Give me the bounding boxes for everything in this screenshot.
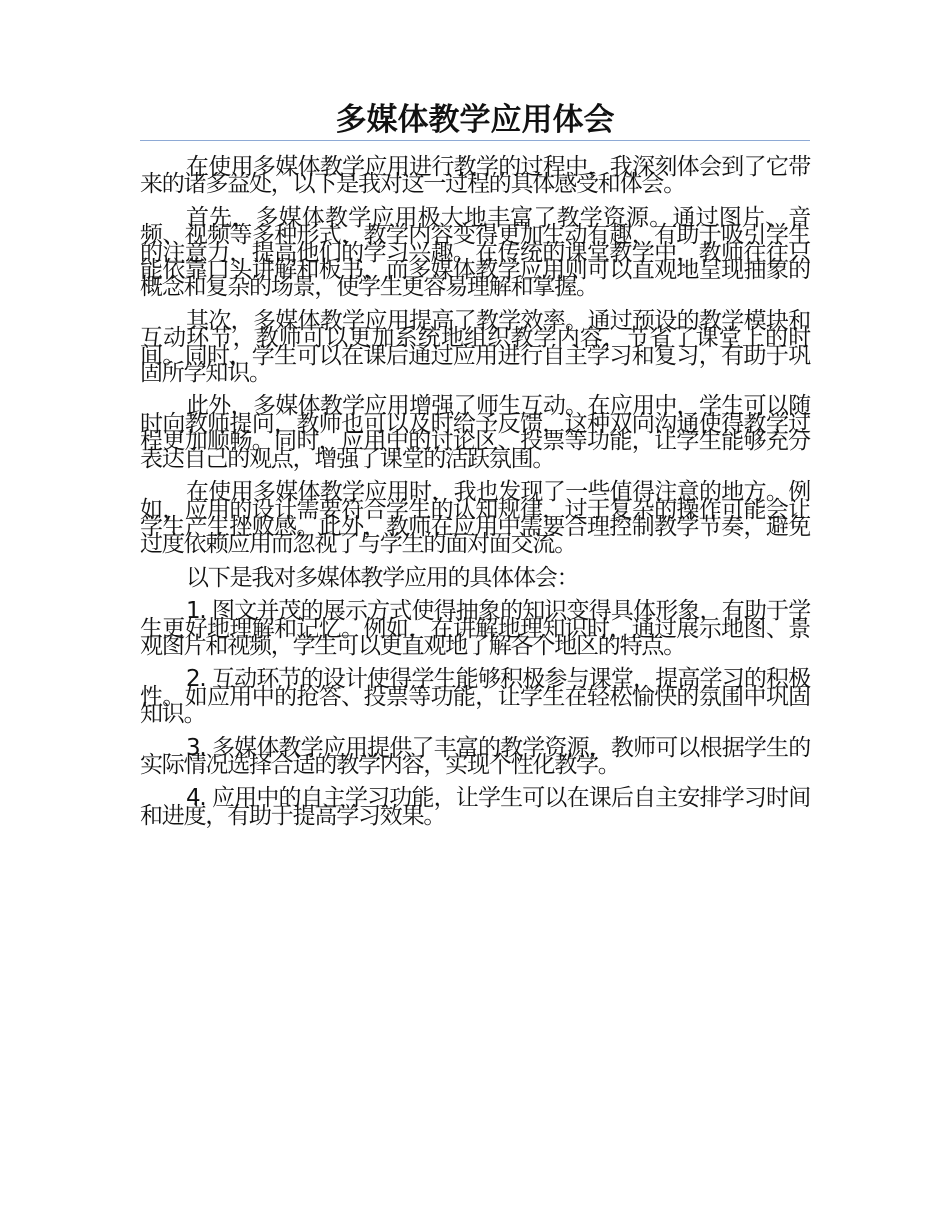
- list-item-2: 2. 互动环节的设计使得学生能够积极参与课堂，提高学习的积极性。如应用中的抢答、投票等功能，让学生在轻松愉快的氛围中巩固知识。: [140, 666, 810, 728]
- paragraph-interaction: 此外，多媒体教学应用增强了师生互动。在应用中，学生可以随时向教师提问，教师也可以及时给予反馈，这种双向沟通使得教学过程更加顺畅。同时，应用中的讨论区、投票等功能，让学生能够充分表达自己的观点，增强了课堂的活跃氛围。: [140, 393, 810, 472]
- paragraph-efficiency: 其次，多媒体教学应用提高了教学效率。通过预设的教学模块和互动环节，教师可以更加系统地组织教学内容，节省了课堂上的时间。同时，学生可以在课后通过应用进行自主学习和复习，有助于巩固所学知识。: [140, 307, 810, 387]
- list-item-4: 4. 应用中的自主学习功能，让学生可以在课后自主安排学习时间和进度，有助于提高学习效果。: [140, 785, 810, 829]
- paragraph-resources: 首先，多媒体教学应用极大地丰富了教学资源。通过图片、音频、视频等多种形式，教学内容变得更加生动有趣，有助于吸引学生的注意力，提高他们的学习兴趣。在传统的课堂教学中，教师往往只能依靠口头讲解和板书，而多媒体教学应用则可以直观地呈现抽象的概念和复杂的场景，使学生更容易理解和掌握。: [140, 204, 810, 301]
- list-item-3: 3. 多媒体教学应用提供了丰富的教学资源，教师可以根据学生的实际情况选择合适的教学内容，实现个性化教学。: [140, 734, 810, 778]
- paragraph-list-intro: 以下是我对多媒体教学应用的具体体会：: [186, 564, 579, 591]
- title-underline: [140, 140, 810, 141]
- paragraph-cautions: 在使用多媒体教学应用时，我也发现了一些值得注意的地方。例如，应用的设计需要符合学生的认知规律，过于复杂的操作可能会让学生产生挫败感。此外，教师在应用中需要合理控制教学节奏，避免过度依赖应用而忽视了与学生的面对面交流。: [140, 479, 810, 558]
- paragraph-intro: 在使用多媒体教学应用进行教学的过程中，我深刻体会到了它带来的诸多益处，以下是我对这一过程的具体感受和体会。: [140, 154, 810, 198]
- document-title: 多媒体教学应用体会: [335, 102, 615, 138]
- document-page: [140, 100, 810, 841]
- list-item-1: 1. 图文并茂的展示方式使得抽象的知识变得具体形象，有助于学生更好地理解和记忆。例如，在讲解地理知识时，通过展示地图、景观图片和视频，学生可以更直观地了解各个地区的特点。: [140, 598, 810, 659]
